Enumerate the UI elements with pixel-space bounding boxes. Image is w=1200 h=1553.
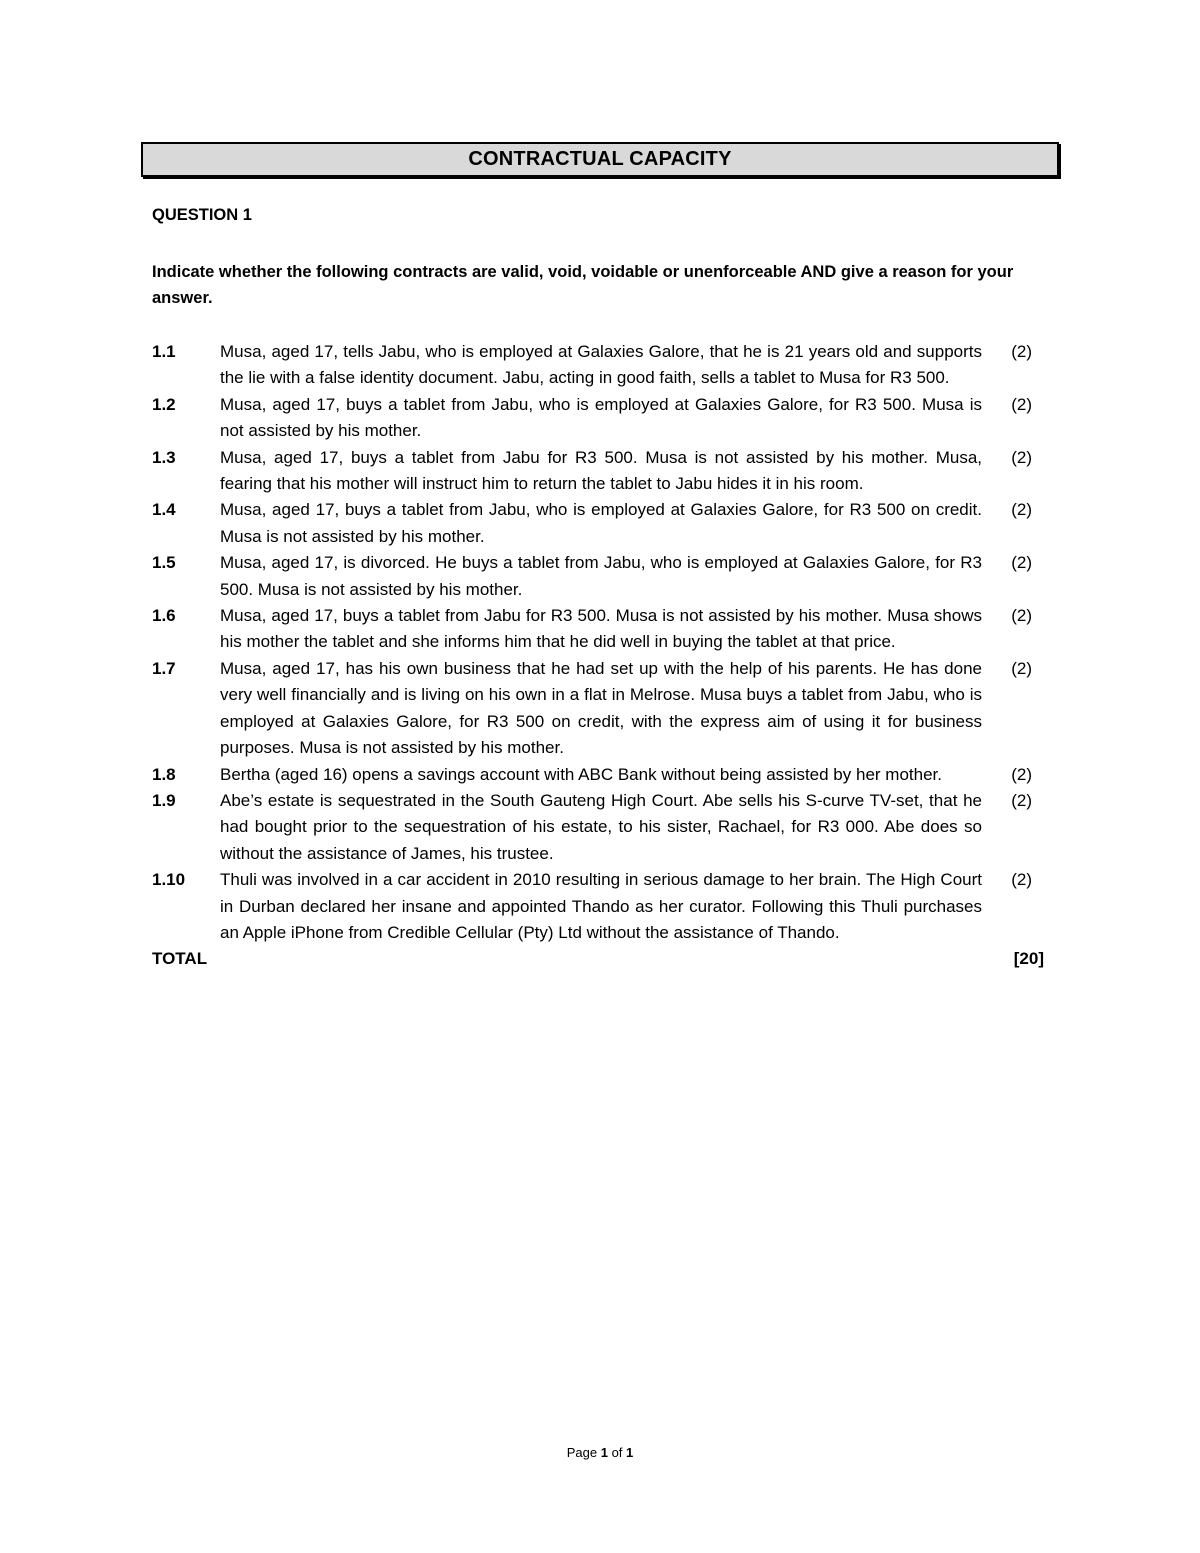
item-number: 1.6 bbox=[152, 606, 176, 626]
item-text: Musa, aged 17, buys a tablet from Jabu, who is employed at Galaxies Galore, for R3 500. Musa is not assisted by his mother. bbox=[220, 394, 982, 441]
item-number: 1.5 bbox=[152, 553, 176, 573]
item-number: 1.9 bbox=[152, 790, 176, 810]
item-text: Bertha (aged 16) opens a savings account with ABC Bank without being assisted by her mother. bbox=[220, 764, 942, 784]
item-number: 1.1 bbox=[152, 342, 176, 361]
item-text: Musa, aged 17, buys a tablet from Jabu for R3 500. Musa is not assisted by his mother. Musa, fearing that his mother will instruct him to return the tablet to Jabu hides it in his room. bbox=[220, 447, 982, 494]
total-label: TOTAL bbox=[152, 949, 208, 969]
item-marks: (2) bbox=[1011, 790, 1032, 810]
question-item bbox=[152, 392, 1048, 445]
item-marks: (2) bbox=[1011, 658, 1032, 678]
page-number: 1 bbox=[600, 1445, 608, 1460]
total-marks: [20] bbox=[1013, 949, 1044, 969]
page-total: 1 bbox=[626, 1445, 634, 1460]
question-item bbox=[152, 867, 1048, 946]
question-item bbox=[152, 762, 1048, 788]
question-item bbox=[152, 497, 1048, 550]
question-items-list bbox=[152, 339, 1048, 973]
item-text: Musa, aged 17, has his own business that he had set up with the help of his parents. He has done very well financially and is living on his own in a flat in Melrose. Musa buys a tablet from Jabu, who is employed at Galaxies Galore, for R3 500 on credit, with the express aim of using it for business purposes. Musa is not assisted by his mother. bbox=[220, 658, 982, 758]
question-item bbox=[152, 339, 1048, 392]
question-item bbox=[152, 603, 1048, 656]
page-footer bbox=[0, 1445, 1200, 1460]
item-marks: (2) bbox=[1011, 447, 1032, 467]
page-word: Page bbox=[566, 1445, 598, 1460]
question-item bbox=[152, 656, 1048, 762]
question-item bbox=[152, 788, 1048, 867]
item-text: Musa, aged 17, buys a tablet from Jabu for R3 500. Musa is not assisted by his mother. Musa shows his mother the tablet and she informs him that he did well in buying the tablet at that price. bbox=[220, 606, 982, 652]
of-word: of bbox=[611, 1445, 623, 1460]
item-text: Musa, aged 17, tells Jabu, who is employed at Galaxies Galore, that he is 21 years old and supports the lie with a false identity document. Jabu, acting in good faith, sells a tablet to Musa for R3 500. bbox=[220, 342, 982, 388]
document-title: CONTRACTUAL CAPACITY bbox=[141, 142, 1059, 177]
question-instruction: Indicate whether the following contracts are valid, void, voidable or unenforceable AND give a reason for your answer. bbox=[152, 263, 1014, 307]
item-number: 1.4 bbox=[152, 500, 176, 520]
item-text: Musa, aged 17, is divorced. He buys a tablet from Jabu, who is employed at Galaxies Galore, for R3 500. Musa is not assisted by his mother. bbox=[220, 553, 982, 599]
item-marks: (2) bbox=[1011, 342, 1032, 361]
item-number: 1.8 bbox=[152, 764, 176, 784]
item-number: 1.7 bbox=[152, 658, 176, 678]
item-marks: (2) bbox=[1011, 606, 1032, 626]
item-number: 1.10 bbox=[152, 870, 186, 890]
question-item bbox=[152, 445, 1048, 498]
total-row bbox=[152, 946, 1044, 972]
question-heading: QUESTION 1 bbox=[152, 206, 252, 224]
item-text: Musa, aged 17, buys a tablet from Jabu, who is employed at Galaxies Galore, for R3 500 on credit. Musa is not assisted by his mother. bbox=[220, 500, 982, 546]
item-marks: (2) bbox=[1011, 553, 1032, 573]
item-number: 1.3 bbox=[152, 447, 176, 467]
item-marks: (2) bbox=[1011, 870, 1032, 890]
item-text: Abe’s estate is sequestrated in the South Gauteng High Court. Abe sells his S-curve TV-set, that he had bought prior to the sequestration of his estate, to his sister, Rachael, for R3 000. Abe does so without the assistance of James, his trustee. bbox=[220, 790, 982, 863]
item-number: 1.2 bbox=[152, 394, 176, 414]
item-text: Thuli was involved in a car accident in 2010 resulting in serious damage to her brain. The High Court in Durban declared her insane and appointed Thando as her curator. Following this Thuli purchases an Apple iPhone from Credible Cellular (Pty) Ltd without the assistance of Thando. bbox=[220, 870, 982, 942]
item-marks: (2) bbox=[1011, 500, 1032, 520]
item-marks: (2) bbox=[1011, 764, 1032, 784]
question-item bbox=[152, 550, 1048, 603]
item-marks: (2) bbox=[1011, 394, 1032, 414]
